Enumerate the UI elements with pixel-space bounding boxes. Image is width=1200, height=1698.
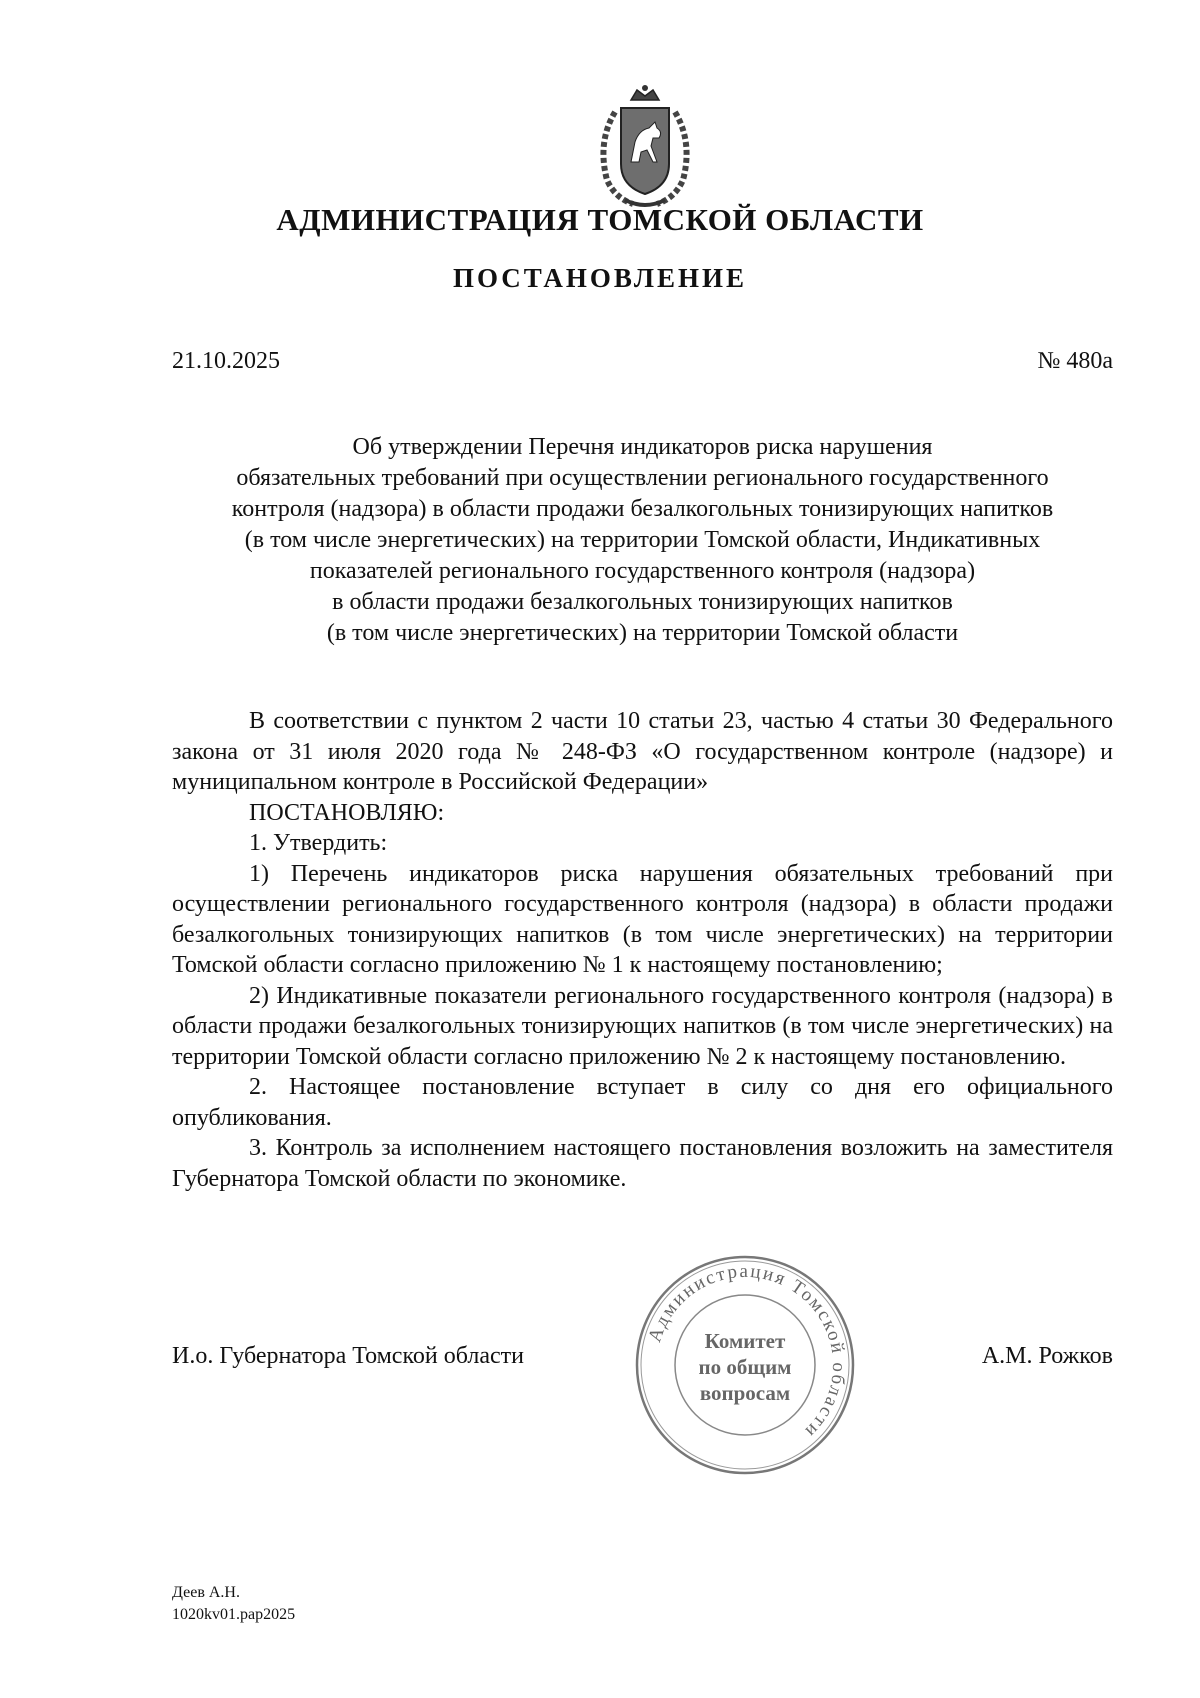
item-1-1: 1) Перечень индикаторов риска нарушения обязательных требований при осуществлении регионального государственного контроля (надзора) в области продажи безалкогольных тонизирующих напитков (в том числе энергетических) на территории Томской области согласно приложению № 1 к настоящему постановлению;: [172, 860, 1113, 978]
item-1: 1. Утвердить:: [249, 830, 388, 856]
document-number: № 480а: [1037, 348, 1113, 374]
document-footer: [172, 1582, 295, 1626]
subject-line: контроля (надзора) в области продажи безалкогольных тонизирующих напитков: [231, 496, 1054, 522]
file-code: 1020kv01.рар2025: [172, 1606, 296, 1623]
subject-line: показателей регионального государственного контроля (надзора): [309, 558, 976, 584]
signatory-name: А.М. Рожков: [981, 1343, 1113, 1369]
subject-line: (в том числе энергетических) на территории Томской области, Индикативных: [244, 527, 1041, 553]
coat-of-arms-icon: [585, 82, 705, 214]
official-stamp-icon: [630, 1250, 860, 1480]
subject-line: обязательных требований при осуществлении регионального государственного: [236, 465, 1049, 491]
stamp-center-line: вопросам: [699, 1381, 791, 1405]
item-2: 2. Настоящее постановление вступает в силу со дня его официального опубликования.: [172, 1074, 1113, 1131]
stamp-center-line: Комитет: [704, 1329, 786, 1353]
signatory-role: И.о. Губернатора Томской области: [172, 1343, 524, 1369]
decree-word: ПОСТАНОВЛЯЮ:: [249, 799, 445, 826]
document-type: ПОСТАНОВЛЕНИЕ: [452, 263, 748, 293]
document-subject: [172, 432, 1113, 649]
document-body: [172, 706, 1113, 1194]
subject-line: (в том числе энергетических) на территории Томской области: [326, 620, 959, 646]
item-3: 3. Контроль за исполнением настоящего постановления возложить на заместителя Губернатора Томской области по экономике.: [172, 1135, 1113, 1192]
subject-line: в области продажи безалкогольных тонизирующих напитков: [332, 589, 953, 615]
executor-name: Деев А.Н.: [172, 1584, 240, 1601]
stamp-center-line: по общим: [698, 1355, 792, 1379]
item-1-2: 2) Индикативные показатели регионального государственного контроля (надзора) в области продажи безалкогольных тонизирующих напитков (в том числе энергетических) на территории Томской области согласно приложению № 2 к настоящему постановлению.: [172, 982, 1113, 1070]
preamble-paragraph: В соответствии с пунктом 2 части 10 статьи 23, частью 4 статьи 30 Федерального закона от 31 июля 2020 года № 248-ФЗ «О государственном контроле (надзоре) и муниципальном контроле в Российской Федерации»: [172, 708, 1113, 795]
subject-line: Об утверждении Перечня индикаторов риска нарушения: [352, 434, 933, 460]
stamp-ring-text: Администрация Томской области: [644, 1260, 850, 1443]
document-date: 21.10.2025: [172, 348, 280, 374]
organization-title: АДМИНИСТРАЦИЯ ТОМСКОЙ ОБЛАСТИ: [276, 202, 924, 237]
